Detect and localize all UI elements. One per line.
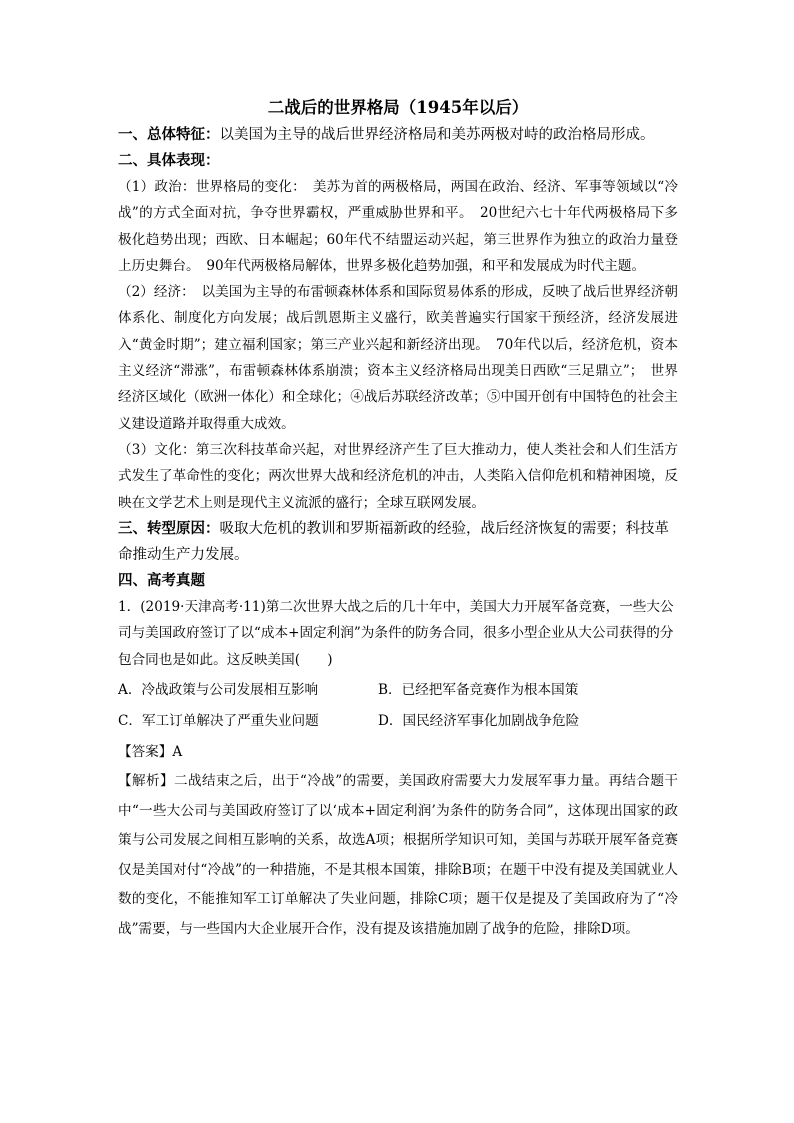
section-heading: 四、高考真题	[118, 571, 205, 589]
analysis: 【解析】二战结束之后，出于“冷战”的需要，美国政府需要大力发展军事力量。再结合题干中“一些大公司与美国政府签订了以‘成本+固定利润’为条件的防务合同”，这体现出国家的政策与公司发展之间相互影响的关系，故选A项；根据所学知识可知，美国与苏联开展军备竞赛仅是美国对付“冷战”的一种措施，不是其根本国策，排除B项；在题干中没有提及美国就业人数的变化，不能推知军工订单解决了失业问题，排除C项；题干仅是提及了美国政府为了“冷战”需要，与一些国内大企业展开合作，没有提及该措施加剧了战争的危险，排除D项。	[118, 773, 678, 937]
options-row-1	[118, 677, 678, 704]
document-title: 二战后的世界格局（1945年以后）	[267, 98, 529, 117]
section-heading: 三、转型原因：	[118, 519, 220, 537]
section-transition-reasons	[118, 516, 678, 568]
option-a: A．冷战政策与公司发展相互影响	[118, 682, 319, 699]
document-page	[118, 94, 678, 944]
answer: 【答案】A	[118, 744, 183, 761]
section-specific-heading	[118, 148, 678, 174]
option-c: C．军工订单解决了严重失业问题	[118, 712, 319, 729]
option-b: B．已经把军备竞赛作为根本国策	[378, 682, 579, 699]
section-text: 以美国为主导的战后世界经济格局和美苏两极对峙的政治格局形成。	[219, 127, 655, 143]
section-heading: 一、总体特征：	[118, 126, 220, 143]
section-overall-features	[118, 122, 678, 148]
section-text: 吸取大危机的教训和罗斯福新政的经验，战后经济恢复的需要；科技革命推动生产力发展。	[118, 520, 669, 563]
paragraph-economy: （2）经济： 以美国为主导的布雷顿森林体系和国际贸易体系的形成，反映了战后世界经济朝体系化、制度化方向发展；战后凯恩斯主义盛行，欧美普遍实行国家干预经济，经济发展进入“黄金时期”；建立福利国家；第三产业兴起和新经济出现。 70年代以后，经济危机，资本主义经济“滞涨”，布雷顿森林体系崩溃；资本主义经济格局出现美日西欧“三足鼎立”； 世界经济区域化（欧洲一体化）和全球化；④战后苏联经济改革；⑤中国开创有中国特色的社会主义建设道路并取得重大成效。	[118, 284, 678, 432]
option-d: D．国民经济军事化加剧战争危险	[378, 712, 580, 729]
paragraph-politics: （1）政治：世界格局的变化： 美苏为首的两极格局，两国在政治、经济、军事等领域以“冷战”的方式全面对抗，争夺世界霸权，严重威胁世界和平。 20世纪六七十年代两极格局下多极化趋势出现；西欧、日本崛起；60年代不结盟运动兴起，第三世界作为独立的政治力量登上历史舞台。 90年代两极格局解体，世界多极化趋势加强，和平和发展成为时代主题。	[118, 179, 678, 274]
paragraph-culture: （3）文化：第三次科技革命兴起，对世界经济产生了巨大推动力，使人类社会和人们生活方式发生了革命性的变化；两次世界大战和经济危机的冲击，人类陷入信仰危机和精神困境，反映在文学艺术上则是现代主义流派的盛行；全球互联网发展。	[118, 441, 678, 511]
section-heading: 二、具体表现：	[118, 152, 220, 169]
exam-question: 1．(2019·天津高考·11)第二次世界大战之后的几十年中，美国大力开展军备竞赛，一些大公司与美国政府签订了以“成本+固定利润”为条件的防务合同，很多小型企业从大公司获得的分包合同也是如此。这反映美国( )	[118, 598, 674, 668]
section-exam-heading	[118, 568, 678, 594]
options-row-2	[118, 708, 678, 735]
